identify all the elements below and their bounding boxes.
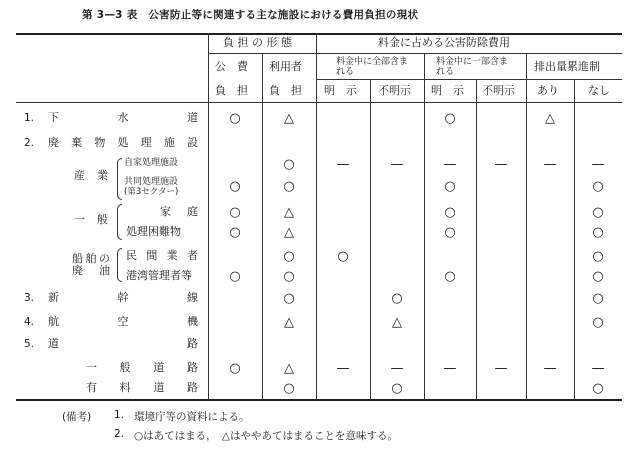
note-legend: ○はあてはまる， △はややあてはまることを意味する。	[134, 430, 398, 442]
row-label-general: 一般	[74, 213, 108, 226]
dash-mark: —	[494, 157, 508, 172]
col-rule	[574, 79, 575, 399]
circle-mark: ○	[229, 269, 241, 284]
row-label-ship: 船舶の	[72, 252, 110, 265]
row-label-third-sector: (第3セクター)	[124, 187, 179, 197]
header-implicit-2: 不明示	[482, 84, 515, 97]
bottom-rule	[16, 399, 622, 401]
triangle-mark: △	[392, 315, 402, 330]
row-number: 1.	[24, 112, 35, 124]
header-bottom-rule	[16, 102, 622, 103]
row-label-household: 家庭	[160, 205, 198, 218]
row-label-waste-oil: 廃油	[72, 264, 110, 277]
col-rule	[476, 79, 477, 399]
circle-mark: ○	[283, 157, 295, 172]
circle-mark: ○	[592, 179, 604, 194]
row-number: 2.	[24, 137, 35, 149]
triangle-mark: △	[545, 111, 555, 126]
row-number: 4.	[24, 316, 35, 328]
dash-mark: —	[336, 157, 350, 172]
col-rule	[370, 79, 371, 399]
triangle-mark: △	[284, 111, 294, 126]
circle-mark: ○	[283, 381, 295, 396]
row-label-joint-treatment: 共同処理施設	[124, 177, 179, 187]
dash-mark: —	[591, 361, 605, 376]
circle-mark: ○	[592, 269, 604, 284]
notes-label: (備考)	[62, 411, 92, 423]
circle-mark: ○	[283, 291, 295, 306]
col-rule	[208, 33, 209, 399]
circle-mark: ○	[283, 179, 295, 194]
circle-mark: ○	[229, 225, 241, 240]
row-number: 3.	[24, 292, 35, 304]
circle-mark: ○	[229, 111, 241, 126]
table-title: 第 3—3 表 公害防止等に関連する主な施設における費用負担の現状	[82, 9, 419, 21]
header-user-1: 利用者	[269, 60, 302, 73]
top-rule	[16, 33, 622, 35]
dash-mark: —	[591, 157, 605, 172]
header-pollution-cost: 料金に占める公害防除費用	[378, 36, 510, 49]
circle-mark: ○	[444, 205, 456, 220]
col-rule	[526, 53, 527, 399]
circle-mark: ○	[391, 381, 403, 396]
circle-mark: ○	[444, 225, 456, 240]
row-label-self-treatment: 自家処理施設	[124, 158, 179, 168]
row-label-sewer: 下水道	[48, 111, 198, 124]
header-part-included: 料金中に一部含まれる	[436, 57, 509, 77]
circle-mark: ○	[592, 225, 604, 240]
header-burden-form: 負 担 の 形 態	[223, 36, 292, 49]
circle-mark: ○	[592, 249, 604, 264]
circle-mark: ○	[283, 249, 295, 264]
header-emission-progressive: 排出量累進制	[534, 60, 600, 73]
col-rule	[424, 53, 425, 399]
header-user-2: 負 担	[269, 84, 302, 97]
note-number: 1.	[114, 409, 125, 421]
triangle-mark: △	[284, 315, 294, 330]
dash-mark: —	[390, 361, 404, 376]
circle-mark: ○	[337, 249, 349, 264]
dash-mark: —	[443, 157, 457, 172]
circle-mark: ○	[229, 179, 241, 194]
circle-mark: ○	[444, 179, 456, 194]
circle-mark: ○	[283, 269, 295, 284]
header-implicit-1: 不明示	[378, 84, 411, 97]
row-label-road: 道路	[48, 337, 198, 350]
header-yes: あり	[537, 84, 559, 97]
circle-mark: ○	[592, 381, 604, 396]
dash-mark: —	[543, 157, 557, 172]
triangle-mark: △	[284, 225, 294, 240]
circle-mark: ○	[391, 291, 403, 306]
header-public-2: 負 担	[215, 84, 248, 97]
header-rule-1	[208, 53, 622, 54]
brace	[117, 204, 122, 240]
circle-mark: ○	[592, 205, 604, 220]
circle-mark: ○	[592, 291, 604, 306]
row-label-port-manager: 港湾管理者等	[126, 269, 192, 282]
row-label-waste-facility: 廃棄物処理施設	[48, 136, 198, 149]
dash-mark: —	[443, 361, 457, 376]
row-label-toll-road: 有料道路	[86, 381, 198, 394]
dash-mark: —	[494, 361, 508, 376]
circle-mark: ○	[229, 205, 241, 220]
col-rule	[316, 33, 317, 399]
note-number: 2.	[114, 428, 125, 440]
dash-mark: —	[390, 157, 404, 172]
row-label-difficult-waste: 処理困難物	[126, 225, 181, 238]
header-explicit-1: 明 示	[324, 84, 357, 97]
row-label-industrial: 産業	[74, 169, 108, 182]
triangle-mark: △	[284, 205, 294, 220]
circle-mark: ○	[592, 315, 604, 330]
header-no: なし	[588, 84, 610, 97]
col-rule	[262, 53, 263, 399]
triangle-mark: △	[284, 361, 294, 376]
brace	[117, 248, 122, 282]
header-rule-2	[316, 79, 622, 80]
row-label-private-operator: 民間業者	[126, 249, 198, 262]
row-label-general-road: 一般道路	[86, 361, 198, 374]
header-public-1: 公 費	[215, 60, 248, 73]
row-label-shinkansen: 新幹線	[48, 291, 198, 304]
row-label-aircraft: 航空機	[48, 315, 198, 328]
dash-mark: —	[336, 361, 350, 376]
brace	[117, 158, 122, 200]
dash-mark: —	[543, 361, 557, 376]
circle-mark: ○	[444, 111, 456, 126]
circle-mark: ○	[229, 361, 241, 376]
row-number: 5.	[24, 338, 35, 350]
note-source: 環境庁等の資料による。	[134, 411, 250, 423]
header-all-included: 料金中に全部含まれる	[336, 57, 409, 77]
circle-mark: ○	[444, 269, 456, 284]
header-explicit-2: 明 示	[431, 84, 464, 97]
